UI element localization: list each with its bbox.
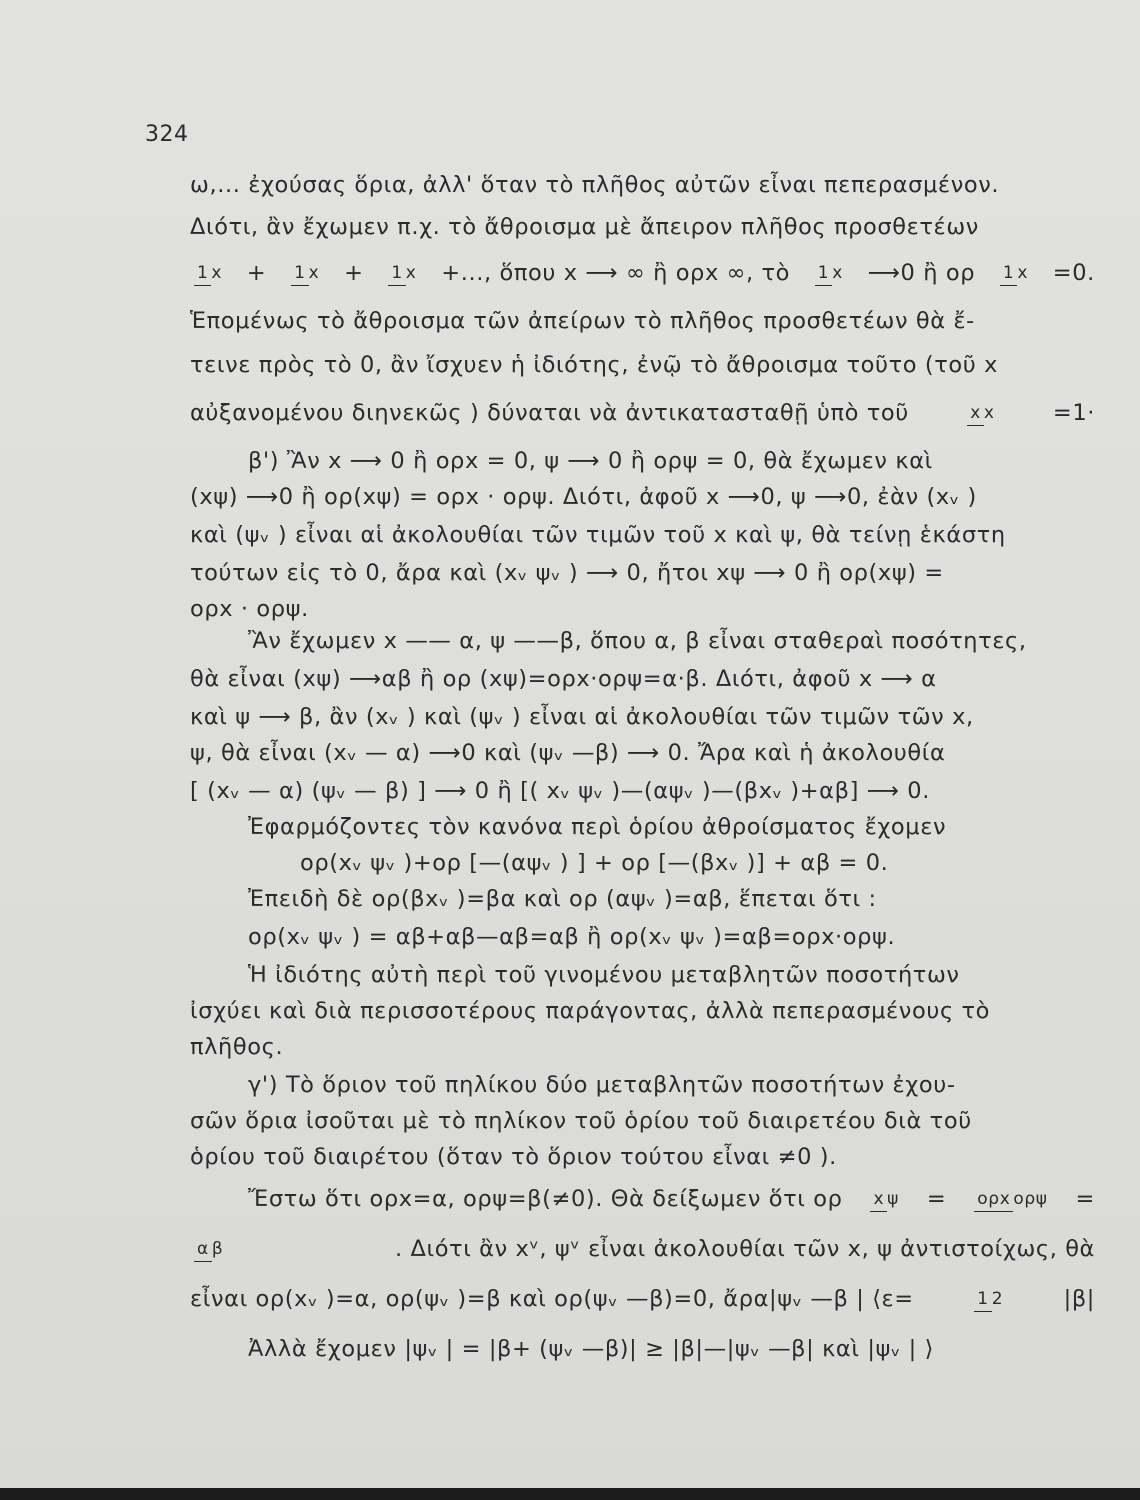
fraction xyxy=(291,262,320,283)
page-number: 324 xyxy=(145,122,189,147)
text-segment: . Διότι ἂν xᵛ, ψᵛ εἶναι ἀκολουθίαι τῶν x, ψ ἀντιστοίχως, θὰ xyxy=(394,1236,1095,1262)
text-segment: τούτων εἰς τὸ 0, ἄρα καὶ (xᵥ ψᵥ ) ⟶ 0, ἤτοι xψ ⟶ 0 ἢ ορ(xψ) = xyxy=(190,560,944,586)
fraction-denominator: 2 xyxy=(991,1288,1004,1309)
text-segment: ορ(xᵥ ψᵥ )+ορ [—(αψᵥ ) ] + ορ [—(βxᵥ )] + αβ = 0. xyxy=(300,850,889,876)
fraction xyxy=(194,262,223,283)
text-segment: + xyxy=(246,260,267,286)
text-segment: |β| xyxy=(1063,1286,1095,1312)
text-segment: τεινε πρὸς τὸ 0, ἂν ἴσχυεν ἡ ἰδιότης, ἐνῷ τὸ ἄθροισμα τοῦτο (τοῦ x xyxy=(190,352,999,378)
text-segment: = xyxy=(1075,1186,1095,1212)
text-segment: καὶ ψ ⟶ β, ἂν (xᵥ ) καὶ (ψᵥ ) εἶναι αἱ ἀκολουθίαι τῶν τιμῶν τῶν x, xyxy=(190,704,974,730)
fraction-denominator: x xyxy=(405,262,417,283)
text-line xyxy=(190,706,1095,729)
fraction-numerator: 1 xyxy=(1000,263,1017,286)
text-line xyxy=(190,1146,1095,1169)
text-line xyxy=(190,486,1095,509)
fraction xyxy=(388,262,417,283)
text-segment: ορ(xᵥ ψᵥ ) = αβ+αβ—αβ=αβ ἢ ορ(xᵥ ψᵥ )=αβ=ορx·ορψ. xyxy=(248,924,896,950)
fraction-numerator: 1 xyxy=(974,1289,991,1312)
text-line xyxy=(190,926,1095,949)
text-segment: Ἂν ἔχωμεν x —— α, ψ ——β, ὅπου α, β εἶναι σταθεραὶ ποσότητες, xyxy=(248,628,1027,654)
text-line xyxy=(190,780,1095,803)
text-segment: Ἑπομένως τὸ ἄθροισμα τῶν ἀπείρων τὸ πλῆθος προσθετέων θὰ ἔ- xyxy=(190,308,975,334)
text-segment: Ἀλλὰ ἔχομεν |ψᵥ | = |β+ (ψᵥ —β)| ≥ |β|—|ψᵥ —β| καὶ |ψᵥ | ⟩ xyxy=(248,1336,934,1362)
text-segment: ⟶0 ἢ ορ xyxy=(867,260,976,286)
text-line xyxy=(190,1188,1095,1211)
text-line xyxy=(190,1238,1095,1261)
fraction xyxy=(974,1188,1048,1209)
text-segment: (xψ) ⟶0 ἢ ορ(xψ) = ορx · ορψ. Διότι, ἀφοῦ x ⟶0, ψ ⟶0, ἐὰν (xᵥ ) xyxy=(190,484,977,510)
text-line xyxy=(190,524,1095,547)
fraction xyxy=(815,262,843,283)
fraction-numerator: α xyxy=(194,1239,212,1262)
fraction-denominator: x xyxy=(832,262,843,283)
text-segment: Ἔστω ὅτι ορx=α, ορψ=β(≠0). Θὰ δείξωμεν ὅτι ορ xyxy=(248,1186,843,1212)
text-segment: = xyxy=(926,1186,947,1212)
fraction-numerator: x xyxy=(870,1189,887,1212)
text-segment: ὁρίου τοῦ διαιρέτου (ὅταν τὸ ὅριον τούτου εἶναι ≠0 ). xyxy=(190,1144,837,1170)
scan-bottom-edge xyxy=(0,1488,1140,1500)
text-segment: β') Ἂν x ⟶ 0 ἢ ορx = 0, ψ ⟶ 0 ἢ ορψ = 0, θὰ ἔχωμεν καὶ xyxy=(248,448,933,474)
fraction xyxy=(1000,262,1028,283)
text-segment: [ (xᵥ — α) (ψᵥ — β) ] ⟶ 0 ἢ [( xᵥ ψᵥ )—(αψᵥ )—(βxᵥ )+αβ] ⟶ 0. xyxy=(190,778,930,804)
text-segment: εἶναι ορ(xᵥ )=α, ορ(ψᵥ )=β καὶ ορ(ψᵥ —β)=0, ἄρα|ψᵥ —β | ⟨ε= xyxy=(190,1286,914,1312)
text-segment: Ἐφαρμόζοντες τὸν κανόνα περὶ ὁρίου ἀθροίσματος ἔχομεν xyxy=(248,814,947,840)
text-line xyxy=(190,354,1095,377)
fraction-numerator: ορx xyxy=(974,1189,1013,1212)
fraction-denominator: x xyxy=(211,262,223,283)
text-line xyxy=(190,562,1095,585)
fraction-denominator: ψ xyxy=(887,1188,899,1209)
text-line xyxy=(190,310,1095,333)
text-segment: Διότι, ἂν ἔχωμεν π.χ. τὸ ἄθροισμα μὲ ἄπειρον πλῆθος προσθετέων xyxy=(190,214,979,240)
text-line xyxy=(190,1110,1095,1133)
text-segment: καὶ (ψᵥ ) εἶναι αἱ ἀκολουθίαι τῶν τιμῶν τοῦ x καὶ ψ, θὰ τείνῃ ἑκάστη xyxy=(190,522,1006,548)
text-line xyxy=(190,262,1095,285)
fraction-numerator: 1 xyxy=(194,263,211,286)
text-line xyxy=(190,1000,1095,1023)
fraction-denominator: x xyxy=(308,262,320,283)
fraction xyxy=(194,1238,224,1259)
text-line xyxy=(190,1036,1095,1059)
text-line xyxy=(190,450,1095,473)
text-segment: =1· xyxy=(1052,400,1095,426)
text-line xyxy=(190,402,1095,425)
text-line xyxy=(190,174,1095,197)
fraction-denominator: x xyxy=(983,402,995,423)
fraction-denominator: β xyxy=(211,1238,224,1259)
text-segment: ω,... ἐχούσας ὅρια, ἀλλ' ὅταν τὸ πλῆθος αὐτῶν εἶναι πεπερασμένον. xyxy=(190,172,1000,198)
text-line xyxy=(190,742,1095,765)
text-segment: Ἐπειδὴ δὲ ορ(βxᵥ )=βα καὶ ορ (αψᵥ )=αβ, ἕπεται ὅτι : xyxy=(248,886,877,912)
text-line xyxy=(190,630,1095,653)
text-line xyxy=(190,1074,1095,1097)
text-line xyxy=(190,598,1095,621)
fraction xyxy=(870,1188,899,1209)
fraction-denominator: x xyxy=(1017,262,1028,283)
text-segment: αὐξανομένου διηνεκῶς ) δύναται νὰ ἀντικατασταθῇ ὑπὸ τοῦ xyxy=(190,400,909,426)
text-segment: θὰ εἶναι (xψ) ⟶αβ ἢ ορ (xψ)=ορx·ορψ=α·β. Διότι, ἀφοῦ x ⟶ α xyxy=(190,666,937,692)
text-line xyxy=(190,888,1095,911)
text-segment: ἰσχύει καὶ διὰ περισσοτέρους παράγοντας, ἀλλὰ πεπερασμένους τὸ xyxy=(190,998,991,1024)
text-segment: Ἡ ἰδιότης αὐτὴ περὶ τοῦ γινομένου μεταβλητῶν ποσοτήτων xyxy=(248,962,960,988)
fraction xyxy=(967,402,995,423)
text-line xyxy=(190,964,1095,987)
text-segment: πλῆθος. xyxy=(190,1034,284,1060)
text-line xyxy=(190,216,1095,239)
text-segment: =0. xyxy=(1052,260,1095,286)
text-segment: γ') Τὸ ὅριον τοῦ πηλίκου δύο μεταβλητῶν ποσοτήτων ἐχου- xyxy=(248,1072,956,1098)
text-line xyxy=(190,852,1095,875)
text-segment: σῶν ὅρια ἰσοῦται μὲ τὸ πηλίκον τοῦ ὁρίου τοῦ διαιρετέου διὰ τοῦ xyxy=(190,1108,972,1134)
text-line xyxy=(190,816,1095,839)
text-line xyxy=(190,668,1095,691)
fraction-numerator: 1 xyxy=(815,263,832,286)
text-line xyxy=(190,1338,1095,1361)
fraction-numerator: 1 xyxy=(291,263,308,286)
text-segment: ορx · ορψ. xyxy=(190,596,309,622)
text-segment: ψ, θὰ εἶναι (xᵥ — α) ⟶0 καὶ (ψᵥ —β) ⟶ 0. Ἄρα καὶ ἡ ἀκολουθία xyxy=(190,740,946,766)
fraction-numerator: 1 xyxy=(388,263,405,286)
fraction-denominator: ορψ xyxy=(1013,1188,1048,1209)
text-segment: +..., ὅπου x ⟶ ∞ ἢ ορx ∞, τὸ xyxy=(441,260,790,286)
fraction-numerator: x xyxy=(967,403,984,426)
text-segment: + xyxy=(344,260,364,286)
fraction xyxy=(974,1288,1004,1309)
text-line xyxy=(190,1288,1095,1311)
